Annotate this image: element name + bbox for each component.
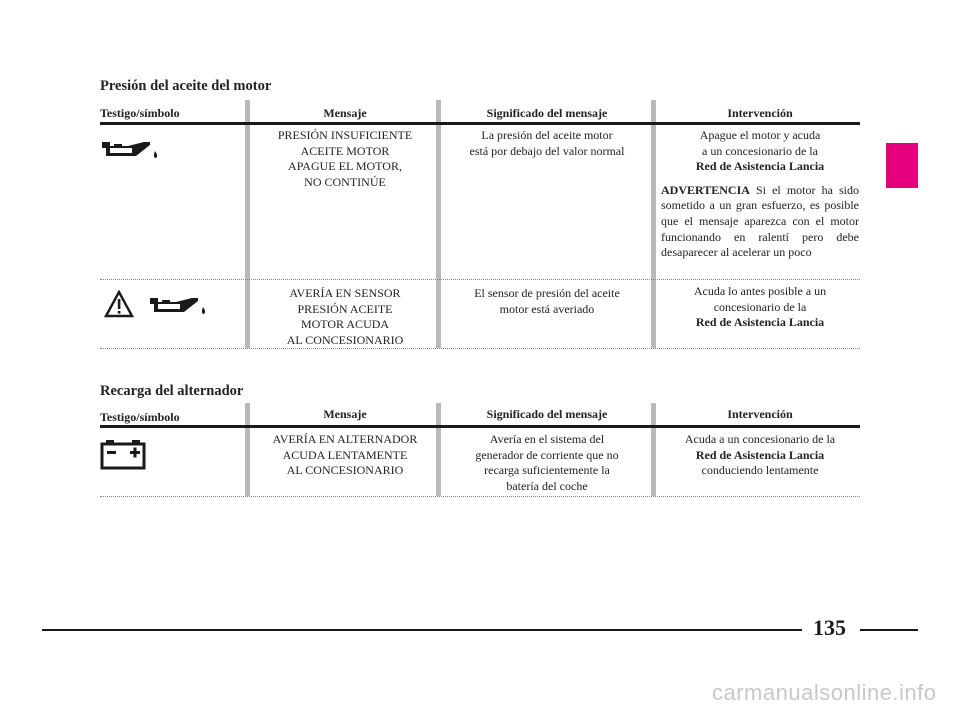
- meaning-line: motor está averiado: [499, 301, 595, 316]
- header-divider: [436, 100, 441, 122]
- message-line: PRESIÓN ACEITE: [297, 301, 393, 316]
- action-line: concesionario de la: [713, 299, 807, 314]
- header-divider: [245, 403, 250, 425]
- header-divider: [245, 100, 250, 122]
- action-bold: Red de Asistencia Lancia: [695, 447, 825, 462]
- message-line: AVERÍA EN SENSOR: [289, 286, 401, 300]
- header-divider: [651, 100, 656, 122]
- action-line: Apague el motor y acuda: [699, 128, 821, 142]
- header-action: Intervención: [727, 407, 793, 421]
- action-line: Acuda a un concesionario de la: [684, 432, 836, 446]
- action-line: a un concesionario de la: [702, 143, 818, 158]
- message-line: ACUDA LENTAMENTE: [282, 447, 408, 462]
- row-separator: [100, 348, 860, 349]
- row2-message: [250, 286, 440, 348]
- row-separator: [100, 496, 860, 497]
- watermark: carmanualsonline.info: [712, 680, 937, 705]
- warning-label: ADVERTENCIA: [661, 182, 750, 197]
- meaning-line: La presión del aceite motor: [481, 128, 613, 142]
- row-separator: [100, 279, 860, 280]
- warning-text: Si el motor ha sido sometido a un gran esfuerzo, es posible que el mensaje aparezca con el motor funcionando en ralentí pero debe desaparecer al acelerar un poco: [661, 182, 860, 260]
- header-symbol: Testigo/símbolo: [100, 410, 180, 424]
- action-bold: Red de Asistencia Lancia: [695, 159, 825, 174]
- footer-rule-right: [860, 629, 918, 631]
- warning-note: [661, 183, 859, 261]
- header-message: Mensaje: [323, 106, 367, 120]
- row1-message: [250, 128, 440, 190]
- row2-action: [661, 284, 859, 331]
- meaning-line: recarga suficientemente la: [484, 463, 610, 478]
- oil-can-icon: [148, 294, 210, 318]
- row1-meaning: [442, 128, 652, 159]
- message-line: AL CONCESIONARIO: [286, 332, 404, 347]
- message-line: AL CONCESIONARIO: [286, 463, 404, 478]
- meaning-line: está por debajo del valor normal: [469, 143, 625, 158]
- action-line: Acuda lo antes posible a un: [693, 284, 827, 298]
- battery-icon: [100, 440, 146, 470]
- footer-rule-left: [42, 629, 802, 631]
- action-bold: Red de Asistencia Lancia: [695, 315, 825, 330]
- meaning-line: El sensor de presión del aceite: [474, 286, 620, 300]
- oil-can-icon: [100, 138, 162, 162]
- header-meaning: Significado del mensaje: [486, 407, 608, 421]
- header-rule: [100, 425, 860, 428]
- alt-row-message: [250, 432, 440, 479]
- alt-row-action: [661, 432, 859, 479]
- message-line: APAGUE EL MOTOR,: [288, 159, 402, 174]
- header-rule: [100, 122, 860, 125]
- page-number: 135: [813, 615, 846, 640]
- header-symbol: Testigo/símbolo: [100, 106, 180, 120]
- section-title-alternator: Recarga del alternador: [100, 383, 244, 399]
- header-message: Mensaje: [323, 407, 367, 421]
- header-divider: [436, 403, 441, 425]
- message-line: NO CONTINÚE: [304, 174, 386, 189]
- message-line: PRESIÓN INSUFICIENTE: [277, 128, 413, 142]
- action-line: conduciendo lentamente: [701, 463, 819, 478]
- meaning-line: Avería en el sistema del: [489, 432, 605, 446]
- meaning-line: batería del coche: [506, 478, 588, 493]
- header-divider: [651, 403, 656, 425]
- meaning-line: generador de corriente que no: [475, 447, 619, 462]
- message-line: ACEITE MOTOR: [300, 143, 390, 158]
- message-line: AVERÍA EN ALTERNADOR: [272, 432, 418, 446]
- header-meaning: Significado del mensaje: [486, 106, 608, 120]
- message-line: MOTOR ACUDA: [300, 317, 390, 332]
- section-title-oil: Presión del aceite del motor: [100, 78, 272, 94]
- row1-action: [661, 128, 859, 261]
- row2-meaning: [442, 286, 652, 317]
- warning-triangle-icon: [104, 290, 134, 318]
- section-tab: [886, 143, 918, 188]
- header-action: Intervención: [727, 106, 793, 120]
- alt-row-meaning: [442, 432, 652, 494]
